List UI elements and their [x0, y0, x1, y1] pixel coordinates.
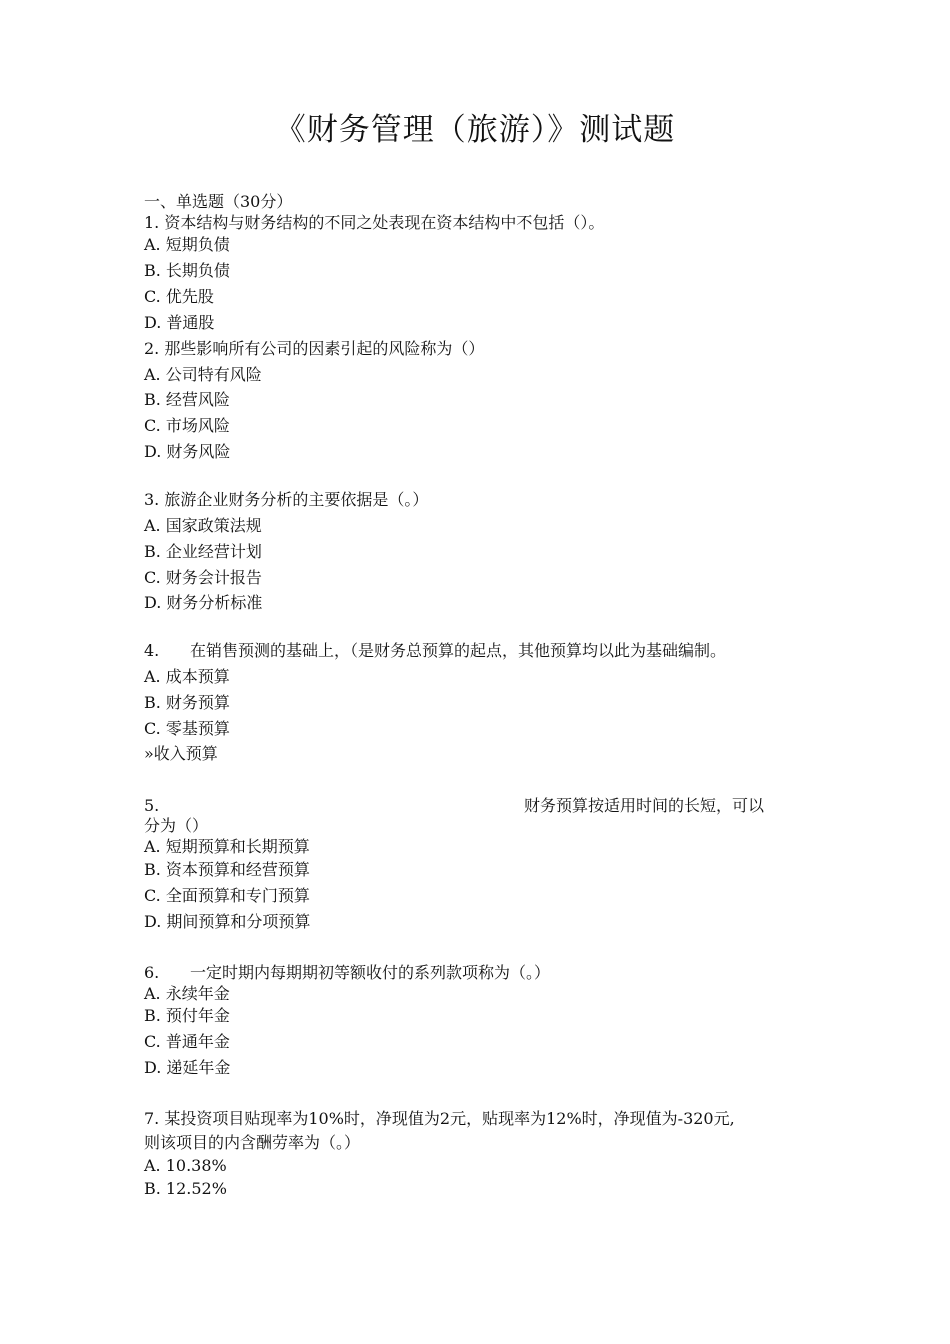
- question-1-option-a: A. 短期负债: [144, 235, 230, 254]
- question-2-option-c: C. 市场风险: [144, 416, 230, 435]
- question-3-option-d: D. 财务分析标准: [144, 593, 263, 612]
- question-5-number: 5.: [144, 796, 160, 815]
- question-1-option-b: B. 长期负债: [144, 261, 230, 280]
- question-4-option-c: C. 零基预算: [144, 719, 230, 738]
- question-4-stem: 在销售预测的基础上，（是财务总预算的起点，其他预算均以此为基础编制。: [190, 641, 727, 660]
- question-5-option-a: A. 短期预算和长期预算: [144, 837, 310, 856]
- question-7-option-b: B. 12.52%: [144, 1179, 227, 1198]
- question-6-stem: 一定时期内每期期初等额收付的系列款项称为（。）: [190, 963, 551, 982]
- question-3-option-c: C. 财务会计报告: [144, 568, 262, 587]
- question-1-option-d: D. 普通股: [144, 313, 215, 332]
- question-4-option-b: B. 财务预算: [144, 693, 230, 712]
- question-6-number: 6.: [144, 963, 160, 982]
- question-6-option-a: A. 永续年金: [144, 984, 230, 1003]
- question-2-option-a: A. 公司特有风险: [144, 365, 262, 384]
- question-5-option-d: D. 期间预算和分项预算: [144, 912, 311, 931]
- question-3-option-a: A. 国家政策法规: [144, 516, 262, 535]
- question-2-option-b: B. 经营风险: [144, 390, 230, 409]
- question-5-option-b: B. 资本预算和经营预算: [144, 860, 310, 879]
- question-7-option-a: A. 10.38%: [144, 1156, 227, 1175]
- question-7-stem: 7. 某投资项目贴现率为10%时，净现值为2元，贴现率为12%时，净现值为-320元,: [144, 1109, 735, 1128]
- question-4-number: 4.: [144, 641, 160, 660]
- question-6-option-b: B. 预付年金: [144, 1006, 230, 1025]
- question-1-stem: 1. 资本结构与财务结构的不同之处表现在资本结构中不包括（）。: [144, 213, 605, 232]
- question-6-option-d: D. 递延年金: [144, 1058, 231, 1077]
- question-2-option-d: D. 财务风险: [144, 442, 231, 461]
- question-7-stem-continued: 则该项目的内含酬劳率为（。）: [144, 1133, 361, 1152]
- question-2-stem: 2. 那些影响所有公司的因素引起的风险称为（）: [144, 339, 485, 358]
- question-6-option-c: C. 普通年金: [144, 1032, 230, 1051]
- question-5-stem: 财务预算按适用时间的长短，可以: [524, 796, 765, 815]
- page-title: 《财务管理（旅游）》测试题: [274, 112, 676, 148]
- question-3-option-b: B. 企业经营计划: [144, 542, 262, 561]
- question-1-option-c: C. 优先股: [144, 287, 214, 306]
- question-5-stem-continued: 分为（）: [144, 816, 209, 835]
- question-4-option-a: A. 成本预算: [144, 667, 230, 686]
- question-4-option-d: »收入预算: [144, 744, 218, 763]
- question-3-stem: 3. 旅游企业财务分析的主要依据是（。）: [144, 490, 429, 509]
- section-heading: 一、单选题（30分）: [144, 192, 293, 211]
- question-5-option-c: C. 全面预算和专门预算: [144, 886, 310, 905]
